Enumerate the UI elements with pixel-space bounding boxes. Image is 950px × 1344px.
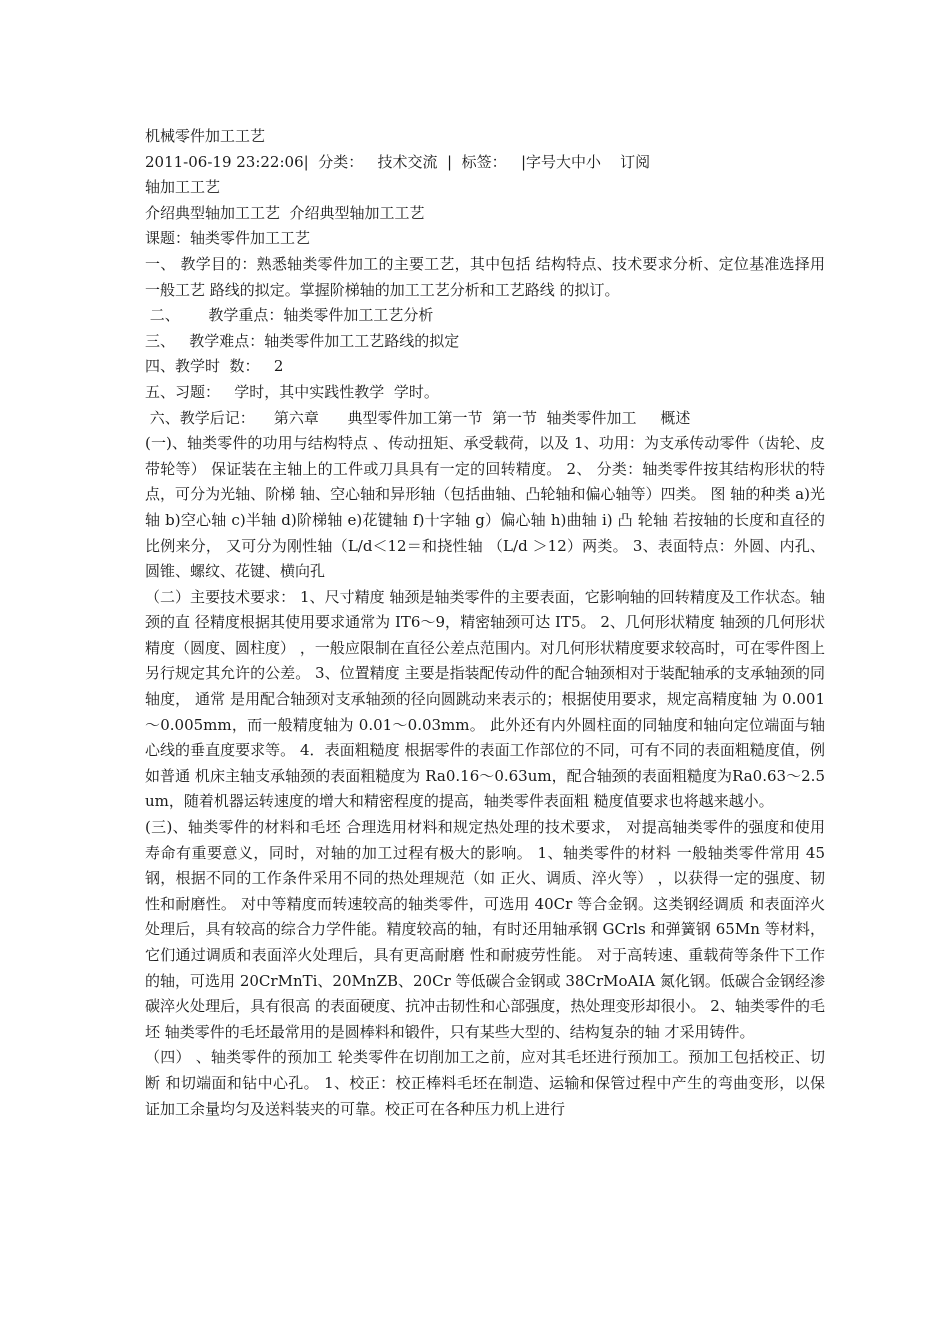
exercises-line: 五、习题： 学时，其中实践性教学 学时。 bbox=[145, 382, 439, 401]
document-body bbox=[145, 124, 825, 1122]
section-2-paragraph: （二）主要技术要求： 1、尺寸精度 轴颈是轴类零件的主要表面，它影响轴的回转精度及工作状态。轴颈的直 径精度根据其使用要求通常为 IT6～9，精密轴颈可达 IT5。 2、几何形状精度 轴颈的几何形状精度（圆度、圆柱度） ，一般应限制在直径公差点范围内。对几何形状精度要求较高时，可在零件图上另行规定其允许的公差。 3、位置精度 主要是指装配传动件的配合轴颈相对于装配轴承的支承轴颈的同轴度， 通常 是用配合轴颈对支承轴颈的径向圆跳动来表示的；根据使用要求，规定高精度轴 为 0.001～0.005mm，而一般精度轴为 0.01～0.03mm。 此外还有内外圆柱面的同轴度和轴向定位端面与轴心线的垂直度要求等。 4．表面粗糙度 根据零件的表面工作部位的不同，可有不同的表面粗糙度值，例如普通 机床主轴支承轴颈的表面粗糙度为 Ra0.16～0.63um，配合轴颈的表面粗糙度为Ra0.63～2.5um，随着机器运转速度的增大和精密程度的提高，轴类零件表面粗 糙度值要求也将越来越小。 bbox=[145, 587, 825, 811]
document-subtitle: 轴加工工艺 bbox=[145, 178, 221, 197]
topic-line: 课题：轴类零件加工工艺 bbox=[145, 229, 311, 248]
section-1-paragraph: (一)、轴类零件的功用与结构特点 、传动扭矩、承受载荷，以及 1、功用：为支承传动零件（齿轮、皮带轮等） 保证装在主轴上的工件或刀具具有一定的回转精度。 2、 分类：轴类零件按其结构形状的特点，可分为光轴、阶梯 轴、空心轴和异形轴（包括曲轴、凸轮轴和偏心轴等）四类。 图 轴的种类 a)光轴 b)空心轴 c)半轴 d)阶梯轴 e)花键轴 f)十字轴 g）偏心轴 h)曲轴 i) 凸 轮轴 若按轴的长度和直径的比例来分， 又可分为刚性轴（L/d＜12＝和挠性轴 （L/d ＞12）两类。 3、表面特点：外圆、内孔、圆锥、螺纹、花键、横向孔 bbox=[145, 434, 825, 581]
section-3-paragraph: (三)、轴类零件的材料和毛坯 合理选用材料和规定热处理的技术要求， 对提高轴类零件的强度和使用 寿命有重要意义，同时，对轴的加工过程有极大的影响。 1、轴类零件的材料 一般轴类零件常用 45 钢，根据不同的工作条件采用不同的热处理规范（如 正火、调质、淬火等） ，以获得一定的强度、韧性和耐磨性。 对中等精度而转速较高的轴类零件，可选用 40Cr 等合金钢。这类钢经调质 和表面淬火处理后，具有较高的综合力学件能。精度较高的轴，有时还用轴承钢 GCrls 和弹簧钢 65Mn 等材料，它们通过调质和表面淬火处理后，具有更高耐磨 性和耐疲劳性能。 对于高转速、重载荷等条件下工作的轴，可选用 20CrMnTi、20MnZB、20Cr 等低碳合金钢或 38CrMoAIA 氮化钢。低碳合金钢经渗碳淬火处理后，具有很高 的表面硬度、抗冲击韧性和心部强度，热处理变形却很小。 2、轴类零件的毛坯 轴类零件的毛坯最常用的是圆棒料和锻件，只有某些大型的、结构复杂的轴 才采用铸件。 bbox=[145, 818, 825, 1041]
section-4-paragraph: （四） 、轴类零件的预加工 轮类零件在切削加工之前，应对其毛坯进行预加工。预加工包括校正、切断 和切端面和钻中心孔。 1、校正：校正棒料毛坯在制造、运输和保管过程中产生的弯曲变形，以保 证加工余量均匀及送料装夹的可靠。校正可在各种压力机上进行 bbox=[145, 1048, 825, 1118]
intro-line: 介绍典型轴加工工艺 介绍典型轴加工工艺 bbox=[145, 203, 425, 222]
meta-line: 2011-06-19 23:22:06| 分类： 技术交流 | 标签： |字号大中小 订阅 bbox=[145, 152, 651, 171]
objectives-paragraph: 一、 教学目的：熟悉轴类零件加工的主要工艺，其中包括 结构特点、技术要求分析、定位基准选择用一般工艺 路线的拟定。掌握阶梯轴的加工工艺分析和工艺路线 的拟订。 bbox=[145, 254, 825, 299]
key-points-line: 二、 教学重点：轴类零件加工工艺分析 bbox=[145, 306, 434, 325]
postscript-line: 六、教学后记： 第六章 典型零件加工第一节 第一节 轴类零件加工 概述 bbox=[145, 408, 691, 427]
hours-line: 四、教学时 数： 2 bbox=[145, 357, 284, 376]
document-title: 机械零件加工工艺 bbox=[145, 127, 266, 145]
difficulties-line: 三、 教学难点：轴类零件加工工艺路线的拟定 bbox=[145, 331, 460, 350]
